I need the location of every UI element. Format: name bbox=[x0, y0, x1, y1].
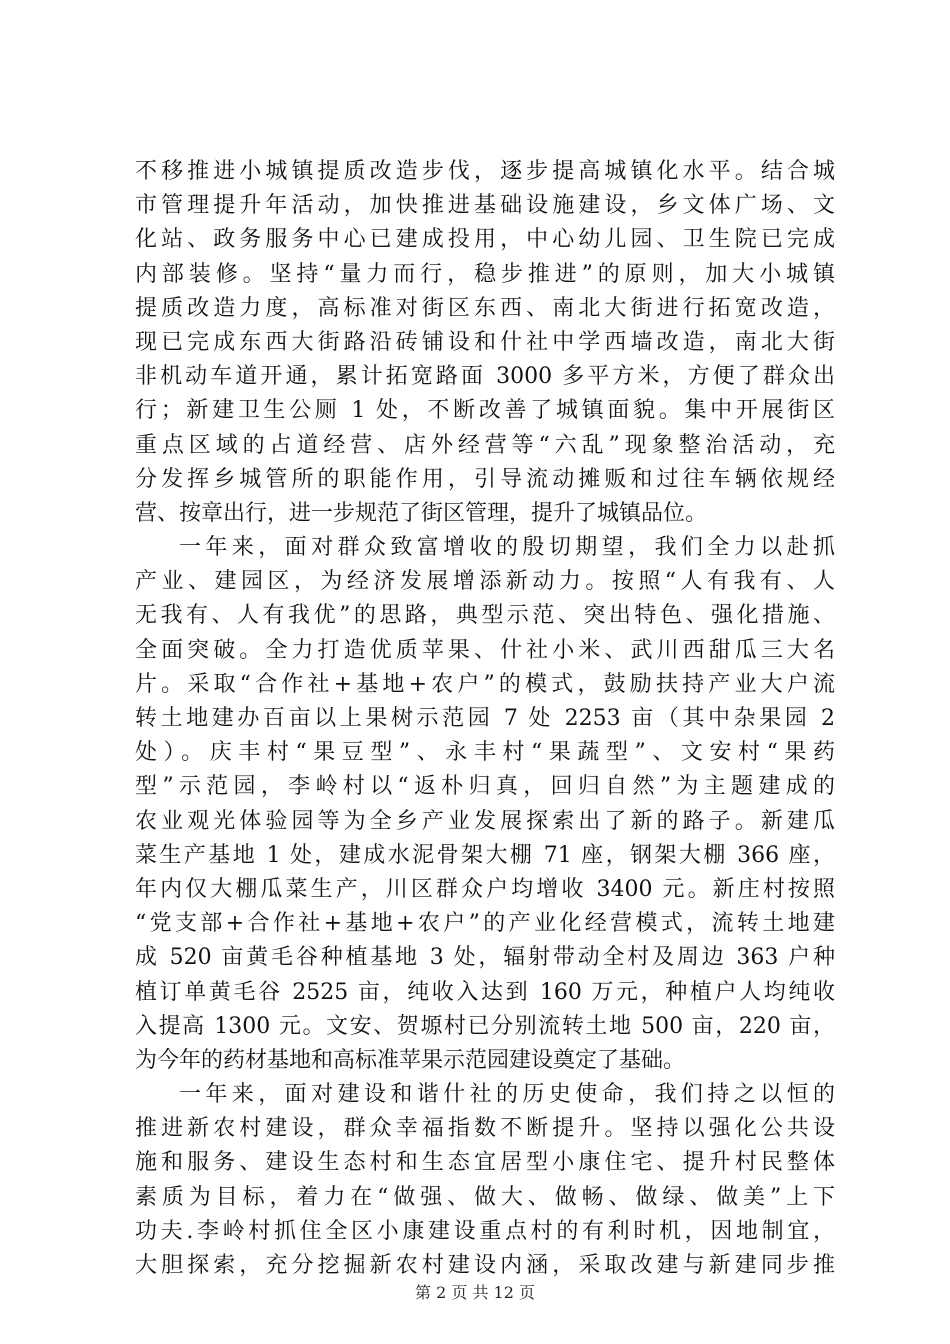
text-line: 现已完成东西大街路沿砖铺设和什社中学西墙改造，南北大街 bbox=[135, 329, 835, 355]
text-line: 素质为目标，着力在“做强、做大、做畅、做绿、做美”上下 bbox=[135, 1184, 835, 1210]
body-text bbox=[135, 155, 835, 1283]
text-line: 农业观光体验园等为全乡产业发展探索出了新的路子。新建瓜 bbox=[135, 808, 835, 834]
text-line: 市管理提升年活动，加快推进基础设施建设，乡文体广场、文 bbox=[135, 193, 835, 219]
text-line: 功夫.李岭村抓住全区小康建设重点村的有利时机，因地制宜， bbox=[135, 1218, 835, 1244]
text-line: 转土地建办百亩以上果树示范园 7 处 2253 亩（其中杂果园 2 bbox=[135, 706, 835, 731]
text-line: 成 520 亩黄毛谷种植基地 3 处，辐射带动全村及周边 363 户种 bbox=[135, 945, 835, 971]
text-line: 产业、建园区，为经济发展增添新动力。按照“人有我有、人 bbox=[135, 569, 835, 595]
text-line: 分发挥乡城管所的职能作用，引导流动摊贩和过往车辆依规经 bbox=[135, 466, 835, 492]
text-line: “党支部+合作社+基地+农户”的产业化经营模式，流转土地建 bbox=[135, 911, 835, 937]
text-line: 全面突破。全力打造优质苹果、什社小米、武川西甜瓜三大名 bbox=[135, 637, 835, 663]
text-line: 大胆探索，充分挖掘新农村建设内涵，采取改建与新建同步推 bbox=[135, 1253, 835, 1278]
text-line: 菜生产基地 1 处，建成水泥骨架大棚 71 座，钢架大棚 366 座， bbox=[135, 842, 835, 868]
text-line: 型”示范园，李岭村以“返朴归真，回归自然”为主题建成的 bbox=[135, 774, 835, 800]
text-line: 施和服务、建设生态村和生态宜居型小康住宅、提升村民整体 bbox=[135, 1150, 835, 1176]
paragraph-last-line: 为今年的药材基地和高标准苹果示范园建设奠定了基础。 bbox=[135, 1047, 686, 1073]
text-line: 提质改造力度，高标准对街区东西、南北大街进行拓宽改造， bbox=[135, 295, 835, 321]
text-line: 化站、政务服务中心已建成投用，中心幼儿园、卫生院已完成 bbox=[135, 227, 835, 253]
text-line: 推进新农村建设，群众幸福指数不断提升。坚持以强化公共设 bbox=[135, 1116, 835, 1142]
text-line: 行；新建卫生公厕 1 处，不断改善了城镇面貌。集中开展街区 bbox=[135, 398, 835, 424]
text-line: 内部装修。坚持“量力而行，稳步推进”的原则，加大小城镇 bbox=[135, 261, 835, 287]
paragraph-first-line: 一年来，面对建设和谐什社的历史使命，我们持之以恒的 bbox=[179, 1082, 835, 1108]
text-line: 处）。庆丰村“果豆型”、永丰村“果蔬型”、文安村“果药 bbox=[135, 740, 835, 766]
page-number-footer: 第 2 页 共 12 页 bbox=[415, 1283, 535, 1302]
paragraph-last-line: 营、按章出行，进一步规范了街区管理，提升了城镇品位。 bbox=[135, 500, 708, 526]
text-line: 重点区域的占道经营、店外经营等“六乱”现象整治活动，充 bbox=[135, 432, 835, 458]
text-line: 入提高 1300 元。文安、贺塬村已分别流转土地 500 亩，220 亩， bbox=[135, 1013, 835, 1039]
text-line: 不移推进小城镇提质改造步伐，逐步提高城镇化水平。结合城 bbox=[135, 159, 835, 184]
text-line: 片。采取“合作社+基地+农户”的模式，鼓励扶持产业大户流 bbox=[135, 671, 835, 697]
text-line: 年内仅大棚瓜菜生产，川区群众户均增收 3400 元。新庄村按照 bbox=[135, 876, 835, 902]
paragraph-first-line: 一年来，面对群众致富增收的殷切期望，我们全力以赴抓 bbox=[179, 535, 835, 561]
text-line: 非机动车道开通，累计拓宽路面 3000 多平方米，方便了群众出 bbox=[135, 364, 835, 390]
text-line: 无我有、人有我优”的思路，典型示范、突出特色、强化措施、 bbox=[135, 603, 835, 629]
text-line: 植订单黄毛谷 2525 亩，纯收入达到 160 万元，种植户人均纯收 bbox=[135, 979, 835, 1005]
